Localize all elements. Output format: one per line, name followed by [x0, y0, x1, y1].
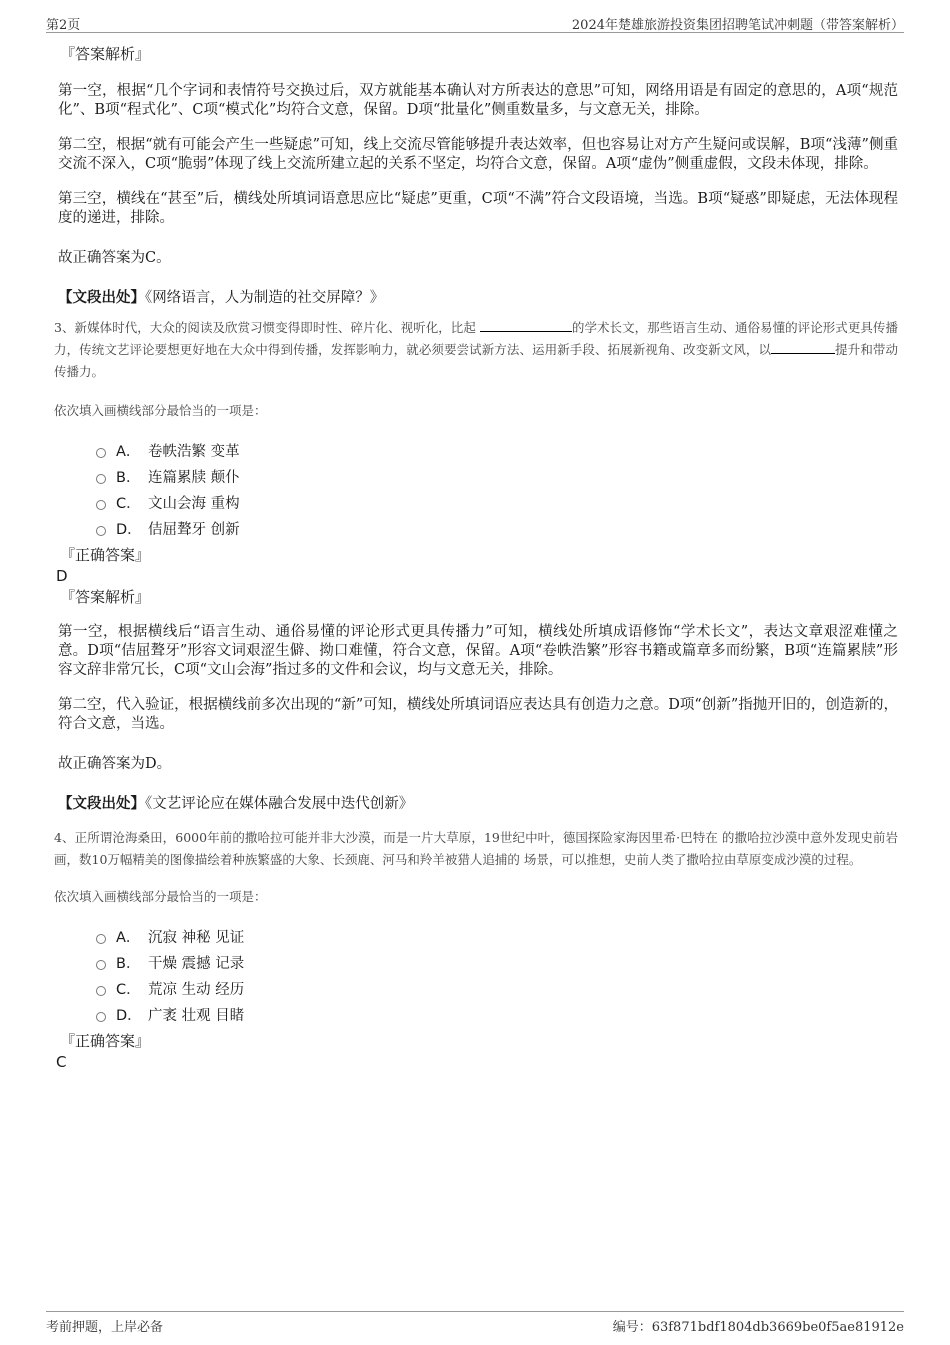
- source-title: 《网络语言，人为制造的社交屏障？》: [145, 290, 385, 306]
- option-letter: A．: [116, 929, 141, 946]
- radio-icon[interactable]: [96, 500, 106, 510]
- question-text-part: 的学术长文，那些语言生动、通俗易懂的评论形式更具传播力，传统文艺评论要想更好地在大众中得到传播，发挥影响力，就必须要尝试新方法、运用新手段、拓展新视角、改变新文风，以: [54, 320, 898, 357]
- analysis-label: 『答案解析』: [60, 45, 151, 63]
- page-content: [56, 44, 898, 1071]
- question-text: [54, 317, 898, 383]
- option-a[interactable]: [96, 923, 898, 949]
- document-code: 编号：63f871bdf1804db3669be0f5ae81912e: [612, 1320, 904, 1335]
- conclusion-text: 故正确答案为D。: [58, 756, 172, 772]
- source-citation: [58, 286, 898, 307]
- option-text: 卷帙浩繁 变革: [148, 443, 240, 460]
- option-letter: C．: [116, 495, 141, 512]
- option-text: 广袤 壮观 目睹: [148, 1007, 245, 1024]
- option-d[interactable]: [96, 515, 898, 541]
- radio-icon[interactable]: [96, 986, 106, 996]
- option-letter: D．: [116, 1007, 142, 1024]
- question-text: 4、正所谓沧海桑田，6000年前的撒哈拉可能并非大沙漠，而是一片大草原，19世纪中叶，德国探险家海因里希·巴特在 的撒哈拉沙漠中意外发现史前岩画，数10万幅精美的图像描绘着种族繁盛的大象、长颈鹿、河马和羚羊被猎人追捕的 场景，可以推想，史前人类了撒哈拉由草原变成沙漠的过程。: [54, 830, 898, 867]
- options-list: [96, 923, 898, 1027]
- correct-answer-label: 『正确答案』: [60, 546, 151, 564]
- option-text: 文山会海 重构: [148, 495, 240, 512]
- radio-icon[interactable]: [96, 448, 106, 458]
- fill-blank: [480, 319, 572, 332]
- document-title: 2024年楚雄旅游投资集团招聘笔试冲刺题（带答案解析）: [571, 18, 904, 33]
- option-letter: C．: [116, 981, 141, 998]
- radio-icon[interactable]: [96, 1012, 106, 1022]
- source-title: 《文艺评论应在媒体融合发展中迭代创新》: [145, 796, 414, 812]
- question-text-part: 3、新媒体时代，大众的阅读及欣赏习惯变得即时性、碎片化、视听化，比起: [54, 320, 480, 335]
- option-b[interactable]: [96, 949, 898, 975]
- fill-blank: [771, 341, 835, 354]
- option-text: 干燥 震撼 记录: [148, 955, 245, 972]
- analysis-paragraph: 第二空，代入验证，根据横线前多次出现的“新”可知，横线处所填词语应表达具有创造力之意。D项“创新”指抛开旧的，创造新的，符合文意，当选。: [58, 697, 898, 732]
- radio-icon[interactable]: [96, 526, 106, 536]
- option-text: 连篇累牍 颠仆: [148, 469, 240, 486]
- option-letter: B．: [116, 955, 141, 972]
- question-instruction: 依次填入画横线部分最恰当的一项是：: [54, 403, 267, 418]
- option-d[interactable]: [96, 1001, 898, 1027]
- footer-slogan: 考前押题，上岸必备: [46, 1320, 164, 1335]
- option-letter: D．: [116, 521, 142, 538]
- correct-answer: C: [56, 1053, 67, 1071]
- question-text-part: 提升和带动传播力。: [54, 342, 898, 379]
- option-a[interactable]: [96, 437, 898, 463]
- option-letter: B．: [116, 469, 141, 486]
- option-text: 佶屈聱牙 创新: [148, 521, 240, 538]
- radio-icon[interactable]: [96, 960, 106, 970]
- radio-icon[interactable]: [96, 474, 106, 484]
- question-instruction: 依次填入画横线部分最恰当的一项是：: [54, 889, 267, 904]
- correct-answer-label: 『正确答案』: [60, 1032, 151, 1050]
- analysis-paragraph: 第二空，根据“就有可能会产生一些疑虑”可知，线上交流尽管能够提升表达效率，但也容易让对方产生疑问或误解，B项“浅薄”侧重交流不深入，C项“脆弱”体现了线上交流所建立起的关系不坚定，均符合文意，保留。A项“虚伪”侧重虚假，文段未体现，排除。: [58, 137, 898, 172]
- option-letter: A．: [116, 443, 141, 460]
- page-header: [46, 12, 904, 33]
- page-number: 第2页: [46, 18, 81, 33]
- option-text: 沉寂 神秘 见证: [148, 929, 245, 946]
- options-list: [96, 437, 898, 541]
- analysis-paragraph: 第一空，根据横线后“语言生动、通俗易懂的评论形式更具传播力”可知，横线处所填成语修饰“学术长文”，表达文章艰涩难懂之意。D项“佶屈聱牙”形容文词艰涩生僻、拗口难懂，符合文意，保留。A项“卷帙浩繁”形容书籍或篇章多而纷繁，B项“连篇累牍”形容文辞非常冗长，C项“文山会海”指过多的文件和会议，均与文意无关，排除。: [58, 624, 898, 678]
- conclusion-text: 故正确答案为C。: [58, 250, 171, 266]
- option-c[interactable]: [96, 489, 898, 515]
- analysis-label: 『答案解析』: [60, 588, 151, 606]
- option-text: 荒凉 生动 经历: [148, 981, 245, 998]
- analysis-paragraph: 第三空，横线在“甚至”后，横线处所填词语意思应比“疑虑”更重，C项“不满”符合文段语境，当选。B项“疑惑”即疑虑，无法体现程度的递进，排除。: [58, 191, 898, 226]
- analysis-paragraph: 第一空，根据“几个字词和表情符号交换过后，双方就能基本确认对方所表达的意思”可知，网络用语是有固定的意思的，A项“规范化”、B项“程式化”、C项“模式化”均符合文意，保留。D项“批量化”侧重数量多，与文意无关，排除。: [58, 83, 898, 118]
- option-b[interactable]: [96, 463, 898, 489]
- source-label: 【文段出处】: [58, 289, 145, 306]
- option-c[interactable]: [96, 975, 898, 1001]
- page-footer: [46, 1311, 904, 1336]
- radio-icon[interactable]: [96, 934, 106, 944]
- correct-answer: D: [56, 567, 68, 585]
- source-label: 【文段出处】: [58, 795, 145, 812]
- source-citation: [58, 792, 898, 813]
